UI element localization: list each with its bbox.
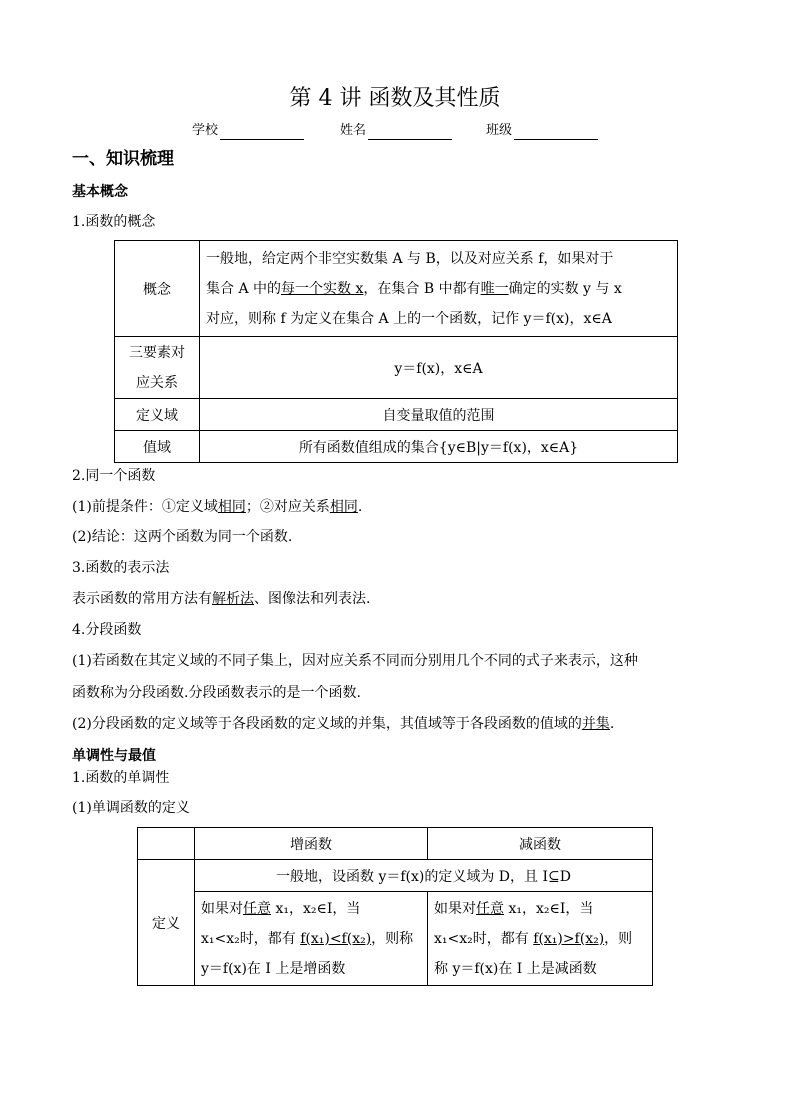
definition-label: 定义: [138, 860, 195, 986]
monotonicity-heading: 单调性与最值: [72, 748, 156, 764]
same-function-heading: 2.同一个函数: [72, 468, 156, 484]
elements-label: 三要素对 应关系: [115, 337, 200, 399]
common-definition: 一般地，设函数 y＝f(x)的定义域为 D，且 I⊆D: [195, 860, 653, 892]
domain-label: 定义域: [115, 399, 200, 431]
name-blank: [368, 125, 452, 140]
name-label: 姓名: [340, 123, 367, 138]
piecewise-line-3: (2)分段函数的定义域等于各段函数的定义域的并集，其值域等于各段函数的值域的并集.: [72, 716, 615, 732]
domain-value: 自变量取值的范围: [200, 399, 678, 431]
same-function-conclusion: (2)结论：这两个函数为同一个函数.: [72, 529, 293, 545]
name-field: [340, 122, 452, 140]
piecewise-heading: 4.分段函数: [72, 622, 142, 638]
basic-concepts-heading: 基本概念: [72, 184, 128, 200]
function-concept-table: [114, 240, 678, 463]
section-heading: 一、知识梳理: [72, 149, 174, 169]
piecewise-line-1: (1)若函数在其定义域的不同子集上，因对应关系不同而分别用几个不同的式子来表示，这种: [72, 653, 638, 669]
monotonicity-subheading: 1.函数的单调性: [72, 770, 170, 786]
representation-text: 表示函数的常用方法有解析法、图像法和列表法.: [72, 591, 371, 607]
elements-value: y＝f(x)，x∈A: [200, 337, 678, 399]
piecewise-line-2: 函数称为分段函数.分段函数表示的是一个函数.: [72, 685, 361, 701]
increasing-definition: 如果对任意 x₁，x₂∈I，当 x₁<x₂时，都有 f(x₁)<f(x₂)，则称 y＝f(x)在 I 上是增函数: [195, 892, 428, 986]
range-label: 值域: [115, 431, 200, 463]
concept-definition: 一般地，给定两个非空实数集 A 与 B，以及对应关系 f，如果对于 集合 A 中的每一个实数 x，在集合 B 中都有唯一确定的实数 y 与 x 对应，则称 f 为定义在集合 A 上的一个函数，记作 y＝f(x)，x∈A: [200, 241, 678, 337]
school-field: [192, 122, 304, 140]
class-blank: [514, 125, 598, 140]
class-field: [486, 122, 598, 140]
monotonicity-table: [137, 827, 653, 986]
col-increasing: 增函数: [195, 828, 428, 860]
school-label: 学校: [192, 123, 219, 138]
corner-cell: [138, 828, 195, 860]
page-title: 第 4 讲 函数及其性质: [289, 86, 501, 111]
monotone-definition-label: (1)单调函数的定义: [72, 800, 190, 816]
representation-heading: 3.函数的表示法: [72, 560, 170, 576]
same-function-premise: (1)前提条件：①定义域相同；②对应关系相同.: [72, 499, 363, 515]
range-value: 所有函数值组成的集合{y∈B|y＝f(x)，x∈A}: [200, 431, 678, 463]
function-concept-heading: 1.函数的概念: [72, 214, 156, 230]
col-decreasing: 减函数: [428, 828, 653, 860]
concept-label: 概念: [115, 241, 200, 337]
school-blank: [220, 125, 304, 140]
decreasing-definition: 如果对任意 x₁，x₂∈I，当 x₁<x₂时，都有 f(x₁)>f(x₂)，则 称 y＝f(x)在 I 上是减函数: [428, 892, 653, 986]
class-label: 班级: [486, 123, 513, 138]
